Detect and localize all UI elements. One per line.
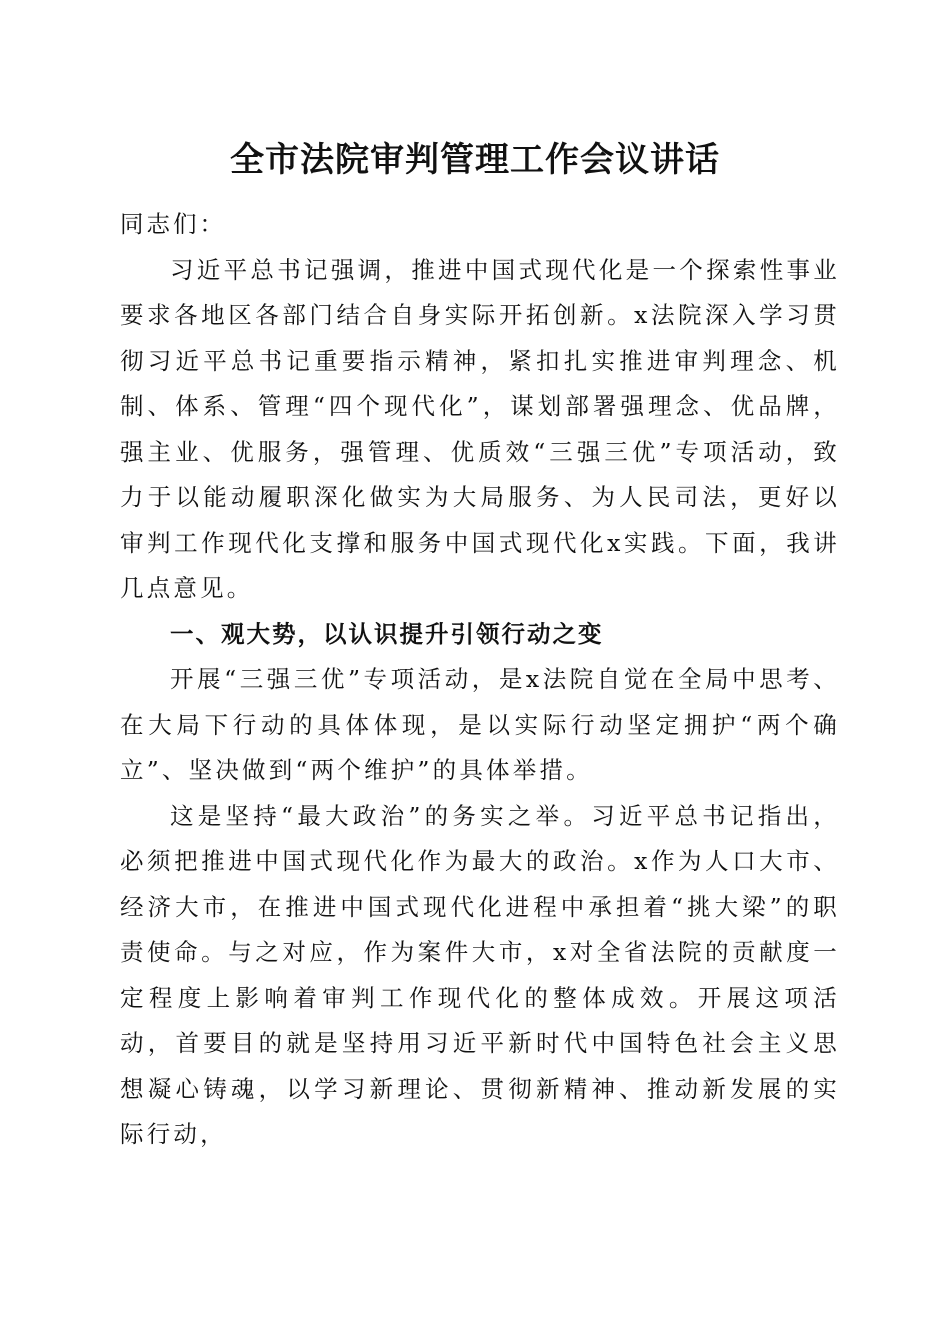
document-body [120, 202, 840, 1158]
salutation: 同志们： [120, 210, 226, 238]
document-title: 全市法院审判管理工作会议讲话 [230, 140, 720, 180]
intro-paragraph: 习近平总书记强调，推进中国式现代化是一个探索性事业要求各地区各部门结合自身实际开拓创新。x法院深入学习贯彻习近平总书记重要指示精神，紧扣扎实推进审判理念、机制、体系、管理“四个现代化”，谋划部署强理念、优品牌，强主业、优服务，强管理、优质效“三强三优”专项活动，致力于以能动履职深化做实为大局服务、为人民司法，更好以审判工作现代化支撑和服务中国式现代化x实践。下面，我讲几点意见。 [120, 255, 840, 602]
section-paragraph: 这是坚持“最大政治”的务实之举。习近平总书记指出，必须把推进中国式现代化作为最大的政治。x作为人口大市、经济大市，在推进中国式现代化进程中承担着“挑大梁”的职责使命。与之对应，作为案件大市，x对全省法院的贡献度一定程度上影响着审判工作现代化的整体成效。开展这项活动，首要目的就是坚持用习近平新时代中国特色社会主义思想凝心铸魂，以学习新理论、贯彻新精神、推动新发展的实际行动， [120, 801, 840, 1148]
section-heading: 一、观大势，以认识提升引领行动之变 [170, 619, 604, 648]
section-paragraph: 开展“三强三优”专项活动，是x法院自觉在全局中思考、在大局下行动的具体体现，是以实际行动坚定拥护“两个确立”、坚决做到“两个维护”的具体举措。 [120, 665, 840, 784]
